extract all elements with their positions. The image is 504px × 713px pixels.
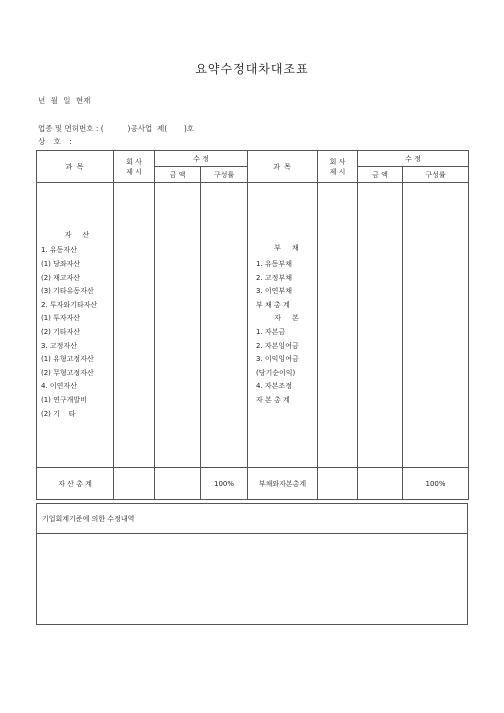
- header-revised-right: 수 정: [358, 151, 469, 167]
- liabilities-list: [248, 242, 317, 407]
- liability-line: 1. 유동부채: [256, 260, 292, 269]
- header-revised-left: 수 정: [155, 151, 248, 167]
- asset-line: 2. 투자와기타자산: [41, 300, 98, 309]
- assets-total-label: 자 산 총 계: [37, 468, 114, 500]
- asset-line: (1) 투자자산: [41, 314, 81, 323]
- asset-line: (2) 기 타: [41, 409, 76, 418]
- asset-line: (2) 무형고정자산: [41, 368, 94, 377]
- assets-total-amount[interactable]: [155, 468, 201, 500]
- assets-total-ratio: 100%: [201, 468, 248, 500]
- asset-line: 4. 이연자산: [41, 382, 77, 391]
- header-item-right: 과 목: [248, 151, 318, 183]
- liab-total-amount[interactable]: [358, 468, 403, 500]
- header-item-left: 과 목: [37, 151, 114, 183]
- asset-line: 자 산: [64, 230, 90, 239]
- liability-line: 부 채 총 계: [256, 300, 290, 309]
- asset-line: (1) 유형고정자산: [41, 355, 94, 364]
- asset-line: (1) 당좌자산: [41, 260, 81, 269]
- revision-notes-label: 기업회계기준에 의한 수정내역: [37, 504, 468, 534]
- header-amount-left: 금 액: [155, 167, 201, 183]
- asset-line: (2) 기타자산: [41, 328, 81, 336]
- asset-line: (1) 연구개발비: [41, 395, 87, 404]
- asset-line: (3) 기타유동자산: [41, 287, 94, 296]
- assets-column: [37, 183, 114, 468]
- header-ratio-right: 구성률: [403, 167, 469, 183]
- liab-ratio-cell[interactable]: [403, 183, 469, 468]
- liabilities-column: [248, 183, 318, 468]
- assets-presented-cell[interactable]: [114, 183, 155, 468]
- date-line: 년 월 일 현재: [38, 96, 91, 105]
- assets-total-presented[interactable]: [114, 468, 155, 500]
- liability-line: 1. 자본금: [256, 328, 286, 336]
- assets-amount-cell[interactable]: [155, 183, 201, 468]
- liability-line: 부 채: [274, 244, 299, 253]
- liability-line: 2. 자본잉여금: [256, 341, 299, 350]
- liability-line: 3. 이익잉여금: [256, 355, 299, 364]
- liab-amount-cell[interactable]: [358, 183, 403, 468]
- assets-list: [41, 229, 113, 421]
- liability-line: 자 본: [274, 314, 299, 323]
- liab-presented-cell[interactable]: [318, 183, 358, 468]
- revision-notes-table: [36, 503, 468, 625]
- liability-line: 자 본 총 계: [256, 395, 290, 404]
- asset-line: 1. 유동자산: [41, 246, 77, 255]
- header-amount-right: 금 액: [358, 167, 403, 183]
- liability-line: 3. 이연부채: [256, 287, 292, 296]
- liab-total-label: 부채와자본총계: [248, 468, 318, 500]
- header-ratio-left: 구성률: [201, 167, 248, 183]
- company-name-line: 상 호 :: [38, 137, 72, 146]
- assets-ratio-cell[interactable]: [201, 183, 248, 468]
- document-title: 요약수정대차대조표: [195, 62, 309, 76]
- balance-sheet-table: [36, 150, 469, 500]
- liab-total-presented[interactable]: [318, 468, 358, 500]
- business-license-line: 업종 및 면허번호 : ( )공사업 제( )호: [38, 124, 195, 133]
- header-company-right: 회 사 제 시: [318, 151, 358, 183]
- asset-line: 3. 고정자산: [41, 341, 77, 350]
- liability-line: (당기순이익): [256, 368, 296, 377]
- liab-total-ratio: 100%: [403, 468, 469, 500]
- header-company-left: 회 사 제 시: [114, 151, 155, 183]
- liability-line: 4. 자본조정: [256, 382, 292, 391]
- revision-notes-body[interactable]: [37, 534, 468, 625]
- asset-line: (2) 재고자산: [41, 273, 81, 282]
- liability-line: 2. 고정부채: [256, 273, 292, 282]
